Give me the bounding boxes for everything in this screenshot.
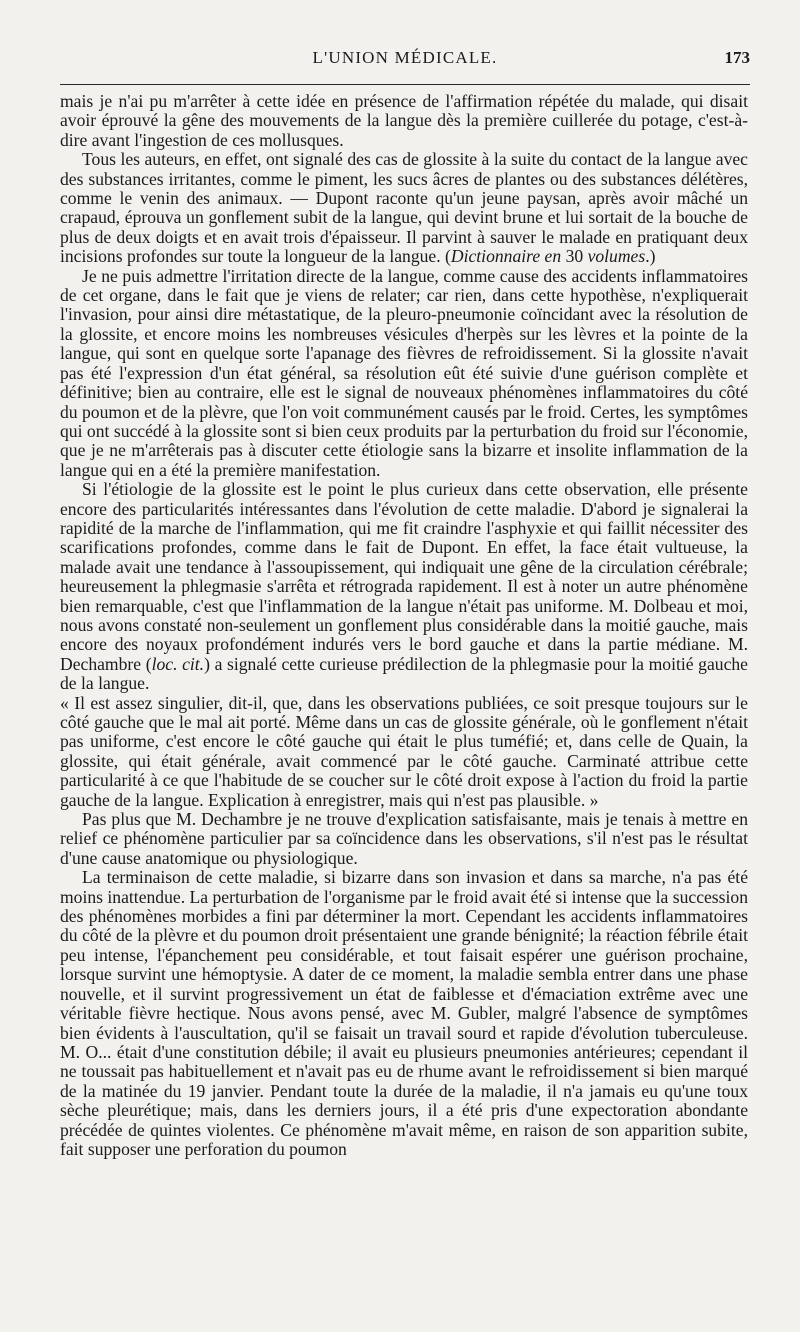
citation-count: 30 [565, 246, 584, 267]
loc-open: ( [145, 653, 152, 674]
body-text [60, 92, 748, 1159]
paragraph-2-text: Tous les auteurs, en effet, ont signalé des cas de glossite à la suite du contact de la langue avec des substances irritantes, comme le piment, les sucs âcres de plantes ou des substances délétères, comme le venin des animaux. — Dupont raconte qu'un jeune paysan, après avoir mâché un crapaud, éprouva un gonflement subit de la langue, qui devint brune et lui sortait de la bouche de plus de deux doigts et en avait trois d'épaisseur. Il parvint à sauver le malade en pratiquant deux incisions profondes sur toute la longueur de la langue. [60, 149, 748, 267]
paragraph-5: Pas plus que M. Dechambre je ne trouve d'explication satisfaisante, mais je tenais à mettre en relief ce phénomène particulier par sa coïncidence dans les observations, s'il n'est pas le résultat d'une cause anatomique ou physiologique. [60, 809, 748, 868]
paragraph-4 [60, 480, 748, 693]
paragraph-1: mais je n'ai pu m'arrêter à cette idée en présence de l'affirmation répétée du malade, qui disait avoir éprouvé la gêne des mouvements de la langue dès la première cuillerée du potage, c'est-à-dire avant l'ingestion de ces mollusques. [60, 91, 748, 150]
citation-title: Dictionnaire en [450, 246, 562, 267]
citation-volumes: volumes [587, 246, 646, 267]
loc-close: ) [204, 653, 210, 674]
paragraph-6: La terminaison de cette maladie, si bizarre dans son invasion et dans sa marche, n'a pas été moins inattendue. La perturbation de l'organisme par le froid avait été si intense que la succession des phénomènes morbides a fini par déterminer la mort. Cependant les accidents inflammatoires du côté de la plèvre et du poumon droit présentaient une grande bénignité; la réaction fébrile était peu intense, l'épanchement peu considérable, et tout faisait espérer une guérison prochaine, lorsque survint une hémoptysie. A dater de ce moment, la maladie sembla entrer dans une phase nouvelle, et il survint progressivement un état de faiblesse et d'émaciation extrême avec une véritable fièvre hectique. Nous avons pensé, avec M. Gubler, malgré l'absence de symptômes bien évidents à l'auscultation, qu'il se faisait un travail sourd et rapide d'évolution tuberculeuse. M. O... était d'une constitution débile; il avait eu plusieurs pneumonies antérieures; cependant il ne toussait pas habituellement et n'avait pas eu de rhume avant le refroidissement si bien marqué de la matinée du 19 janvier. Pendant toute la durée de la maladie, il n'a jamais eu qu'une toux sèche pleurétique; mais, dans les derniers jours, il a été pris d'une expectoration abondante précédée de quintes violentes. Ce phénomène m'avait même, en raison de son apparition subite, fait supposer une perforation du poumon [60, 867, 748, 1159]
paragraph-2 [60, 150, 748, 266]
citation-open: ( [445, 246, 451, 267]
paragraph-3: Je ne puis admettre l'irritation directe de la langue, comme cause des accidents inflammatoires de cet organe, dans le fait que je viens de relater; car rien, dans cette hypothèse, n'expliquerait l'invasion, pour ainsi dire métastatique, de la pleuro-pneumonie coïncidant avec la résolution de la glossite, et encore moins les nombreuses vésicules d'herpès sur les lèvres et la pointe de la langue, qui sont en quelque sorte l'apanage des fièvres de refroidissement. Si la glossite n'avait pas été l'expression d'un état général, sa résolution eût été suivie d'une guérison complète et définitive; bien au contraire, elle est le signal de nouveaux phénomènes inflammatoires du côté du poumon et de la plèvre, que l'on voit communément causés par le froid. Certes, les symptômes qui ont succédé à la glossite sont si bien ceux produits par la perturbation du froid sur l'économie, que je ne m'arrêterais pas à discuter cette étiologie sans la bizarre et insolite inflammation de la langue qui en a été la première manifestation. [60, 265, 748, 480]
paragraph-4-text: Si l'étiologie de la glossite est le point le plus curieux dans cette observation, elle présente encore des particularités intéressantes dans l'évolution de cette maladie. D'abord je signalerai la rapidité de la marche de l'inflammation, qui me fit craindre l'asphyxie et qui faillit nécessiter des scarifications profondes, comme dans le fait de Dupont. En effet, la face était vultueuse, la malade avait une tendance à l'assoupissement, qui indiquait une gêne de la circulation cérébrale; heureusement la phlegmasie s'arrêta et rétrograda rapidement. Il est à noter un autre phénomène bien remarquable, c'est que l'inflammation de la langue n'était pas uniforme. M. Dolbeau et moi, nous avons constaté non-seulement un gonflement plus considérable dans la moitié gauche, mais encore des noyaux profondément indurés vers le bord gauche et dans la partie médiane. M. Dechambre [60, 479, 748, 674]
quotation: « Il est assez singulier, dit-il, que, dans les observations publiées, ce soit presque toujours sur le côté gauche que le mal ait porté. Même dans un cas de glossite générale, où le gonflement n'était pas uniforme, c'est encore le côté gauche qui était le plus tuméfié; et, dans celle de Quain, la glossite, qui était générale, avait commencé par le côté gauche. Carminaté attribue cette particularité à ce que l'habitude de se coucher sur le côté droit expose à l'action du froid la partie gauche de la langue. Explication à enregistrer, mais qui n'est pas plausible. » [60, 692, 748, 810]
page-number: 173 [724, 48, 750, 67]
header-rule [60, 84, 750, 85]
running-title: L'UNION MÉDICALE. [312, 48, 498, 67]
loc-cit: loc. cit. [151, 653, 205, 674]
paragraph-4-tail: a signalé cette curieuse prédilection de la phlegmasie pour la moitié gauche de la langue. [60, 653, 748, 694]
citation-close: .) [645, 246, 656, 267]
page-header [60, 48, 750, 74]
